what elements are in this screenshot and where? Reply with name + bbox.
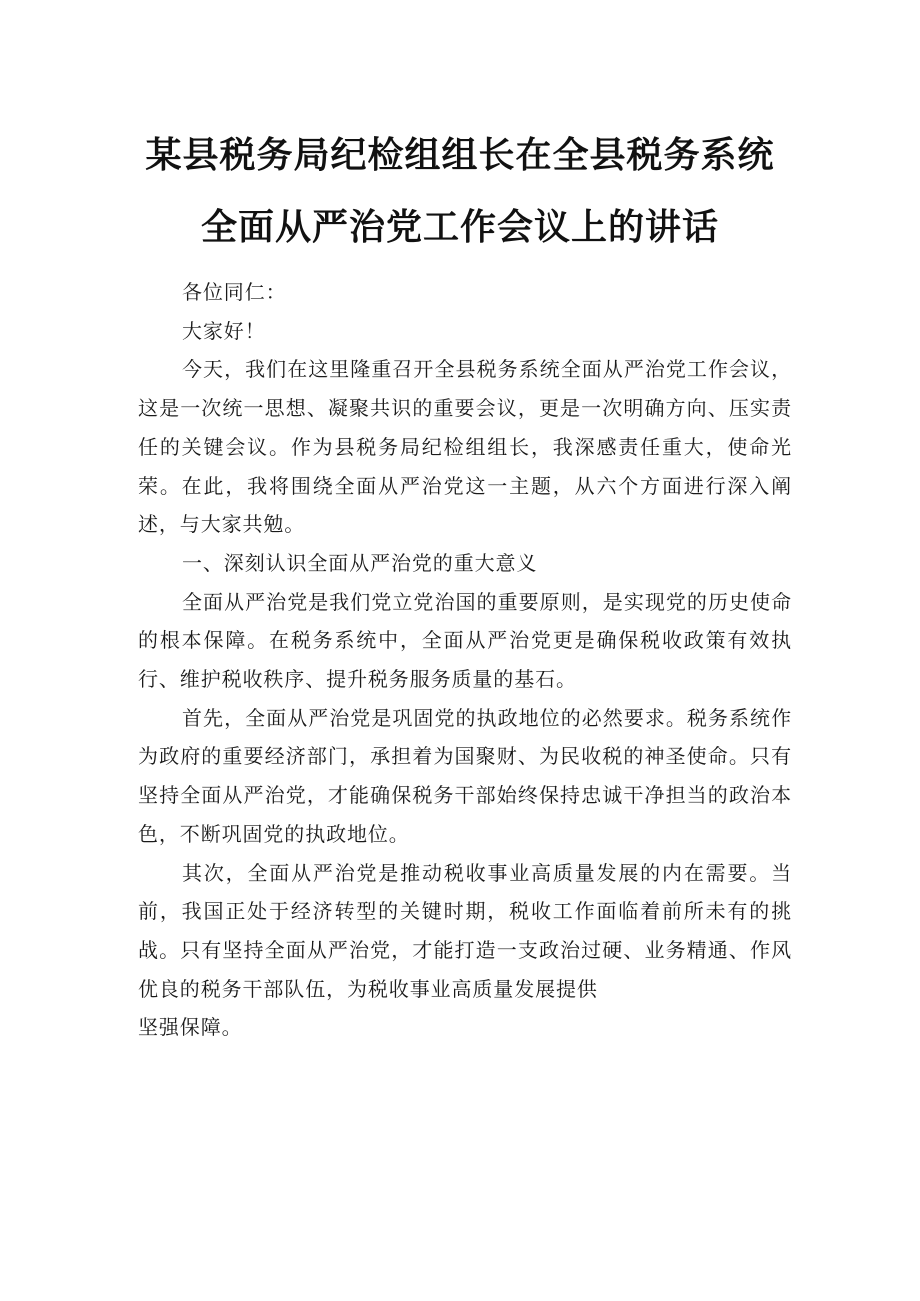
document-title-line-1: 某县税务局纪检组组长在全县税务系统 [145,135,775,176]
speech-body [138,273,792,1047]
greeting: 大家好！ [182,318,266,343]
body-paragraph: 其次，全面从严治党是推动税收事业高质量发展的内在需要。当前，我国正处于经济转型的关键时期，税收工作面临着前所未有的挑战。只有坚持全面从严治党，才能打造一支政治过硬、业务精通、作风优良的税务干部队伍，为税收事业高质量发展提供 [138,860,792,1001]
section-heading-1: 一、深刻认识全面从严治党的重大意义 [182,550,538,575]
body-paragraph: 首先，全面从严治党是巩固党的执政地位的必然要求。税务系统作为政府的重要经济部门，承担着为国聚财、为民收税的神圣使命。只有坚持全面从严治党，才能确保税务干部始终保持忠诚干净担当的政治本色，不断巩固党的执政地位。 [138,705,792,846]
body-paragraph: 全面从严治党是我们党立党治国的重要原则，是实现党的历史使命的根本保障。在税务系统中，全面从严治党更是确保税收政策有效执行、维护税收秩序、提升税务服务质量的基石。 [138,589,792,692]
intro-paragraph: 今天，我们在这里隆重召开全县税务系统全面从严治党工作会议，这是一次统一思想、凝聚共识的重要会议，更是一次明确方向、压实责任的关键会议。作为县税务局纪检组组长，我深感责任重大，使命光荣。在此，我将围绕全面从严治党这一主题，从六个方面进行深入阐述，与大家共勉。 [138,357,792,537]
salutation: 各位同仁： [182,280,287,304]
document-title-line-2: 全面从严治党工作会议上的讲话 [200,207,719,248]
body-paragraph-tail: 坚强保障。 [138,1015,243,1040]
